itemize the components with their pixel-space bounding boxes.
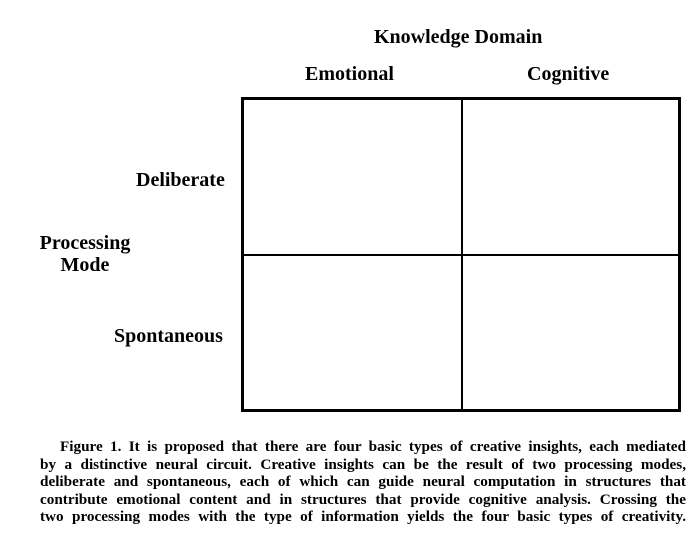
row-axis-title-line: Mode [60, 254, 110, 276]
figure-caption [40, 438, 686, 526]
caption-line: Figure 1. It is proposed that there are four basic types of creative insights, each mediated [60, 438, 686, 455]
row-header-deliberate: Deliberate [136, 169, 225, 191]
row-axis-title-line: Processing [39, 232, 131, 254]
grid-horizontal-divider [244, 254, 678, 256]
row-header-spontaneous: Spontaneous [114, 325, 223, 347]
column-axis-title: Knowledge Domain [374, 26, 543, 48]
caption-line: two processing modes with the type of information yields the four basic types of creativity. [40, 508, 686, 525]
caption-line: by a distinctive neural circuit. Creative insights can be the result of two processing modes, [40, 455, 686, 473]
caption-line: contribute emotional content and in structures that provide cognitive analysis. Crossing the [40, 490, 686, 508]
column-header-cognitive: Cognitive [527, 63, 610, 85]
caption-line: deliberate and spontaneous, each of which can guide neural computation in structures that [40, 473, 686, 490]
column-header-emotional: Emotional [305, 63, 394, 85]
row-axis-title [30, 232, 140, 276]
two-by-two-grid [241, 97, 681, 412]
